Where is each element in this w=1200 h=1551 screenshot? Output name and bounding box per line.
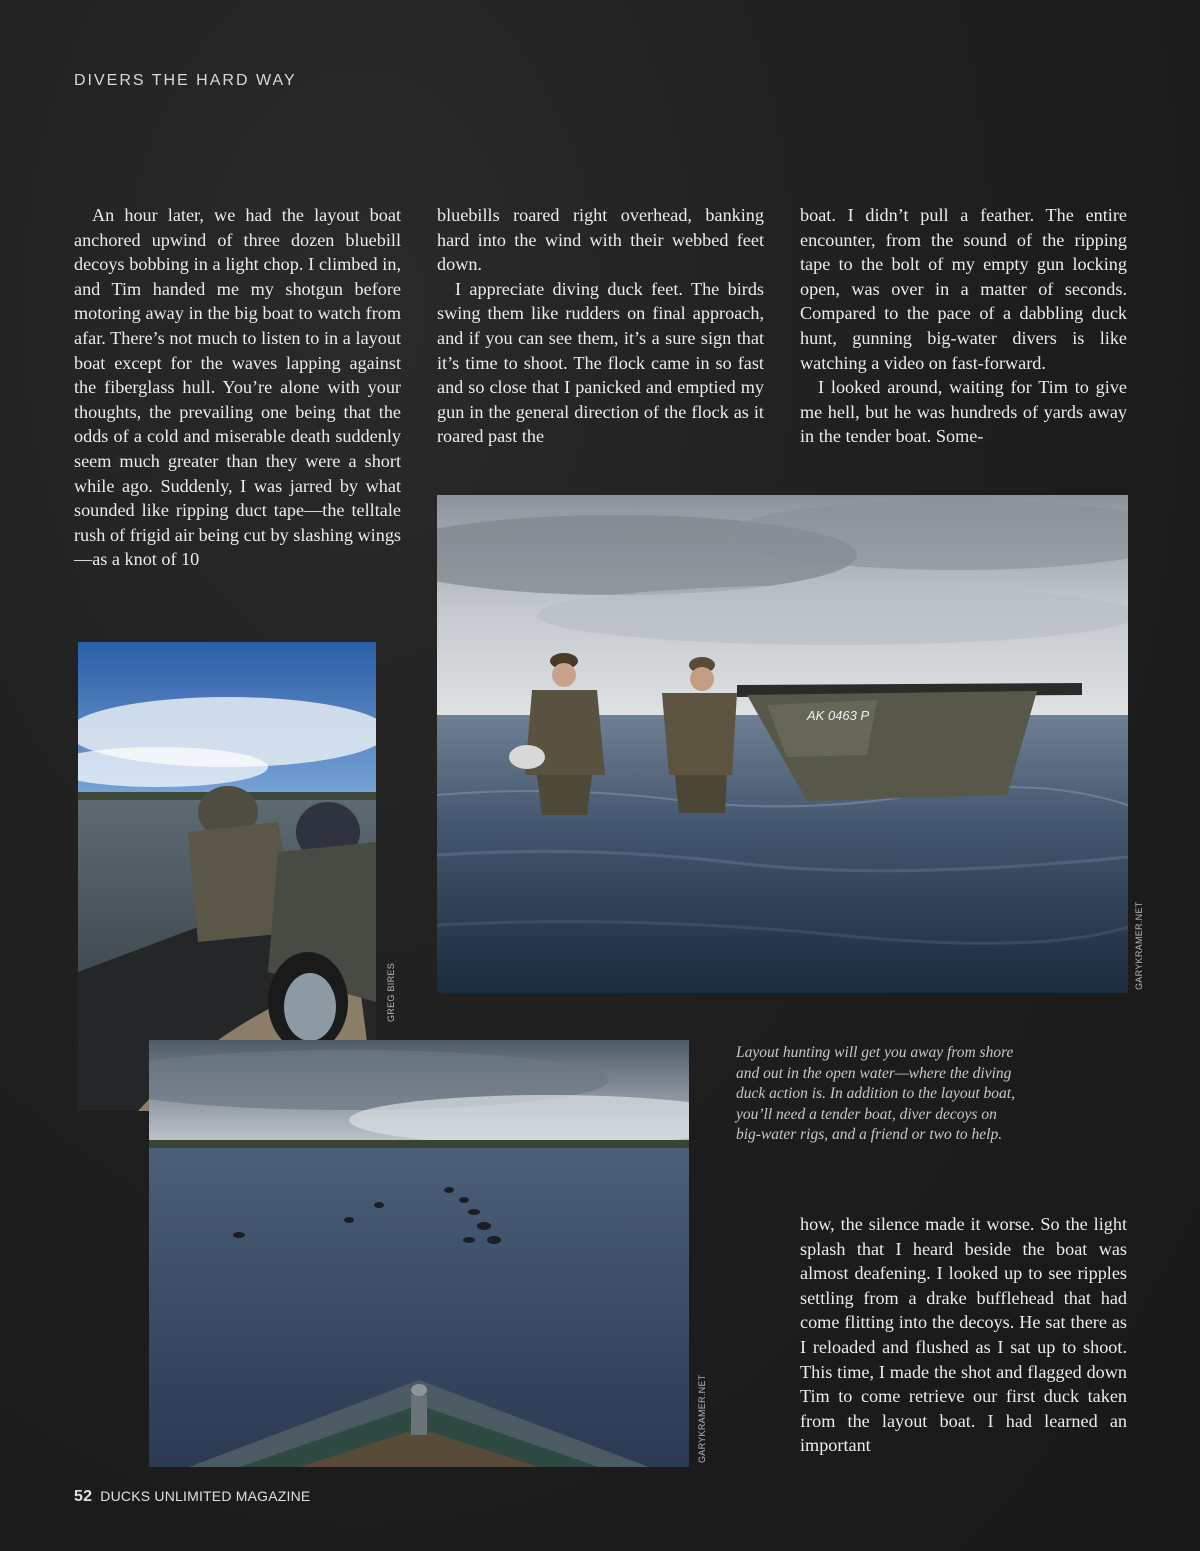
caption-line: you’ll need a tender boat, diver decoys on <box>736 1105 997 1123</box>
paragraph: boat. I didn’t pull a feather. The entire encounter, from the sound of the ripping tape to the bolt of my empty gun locking open, was over in a matter of seconds. Compared to the pace of a dabbling duck hunt, gunning big-water divers is like watching a video on fast-forward. <box>800 205 1127 373</box>
photo-hunters-wading-with-layout-boat <box>437 495 1128 993</box>
caption-line: and out in the open water—where the diving <box>736 1064 1012 1082</box>
photo-credit-main: GARYKRAMER.NET <box>1134 901 1144 990</box>
paragraph: how, the silence made it worse. So the light splash that I heard beside the boat was almost deafening. I looked up to see ripples settling from a drake bufflehead that had come flitting into the decoys. He sat there as I reloaded and flushed as I sat up to shoot. This time, I made the shot and flagged down Tim to come retrieve our first duck taken from the layout boat. I had learned an important <box>800 1214 1127 1456</box>
paragraph: bluebills roared right overhead, banking hard into the wind with their webbed feet down. <box>437 205 764 275</box>
caption-line: big-water rigs, and a friend or two to help. <box>736 1126 1003 1144</box>
photo-credit-left: GREG BIRES <box>386 962 396 1022</box>
article-column-1 <box>74 203 401 572</box>
article-column-4 <box>800 1212 1127 1458</box>
caption-line: duck action is. In addition to the layout boat, <box>736 1085 1015 1103</box>
caption-line: Layout hunting will get you away from shore <box>736 1044 1014 1061</box>
photo-credit-bottom: GARYKRAMER.NET <box>697 1374 707 1463</box>
boat-registration-text: AK 0463 P <box>807 708 870 723</box>
page-number: 52 <box>74 1488 93 1505</box>
magazine-name: DUCKS UNLIMITED MAGAZINE <box>100 1488 311 1504</box>
article-column-2 <box>437 203 764 449</box>
paragraph: I looked around, waiting for Tim to give me hell, but he was hundreds of yards away in the tender boat. Some- <box>800 377 1127 447</box>
photo-caption <box>736 1043 1066 1146</box>
photo-layout-boat-bow-decoy-spread <box>149 1040 689 1467</box>
page-footer <box>74 1488 310 1506</box>
article-column-3 <box>800 203 1127 449</box>
paragraph: An hour later, we had the layout boat anchored upwind of three dozen bluebill decoys bobbing in a light chop. I climbed in, and Tim handed me my shotgun before motoring away in the big boat to watch from afar. There’s not much to listen to in a layout boat except for the waves lapping against the fiberglass hull. You’re alone with your thoughts, the prevailing one being that the odds of a cold and miserable death suddenly seem much greater than they were a short while ago. Suddenly, I was jarred by what sounded like ripping duct tape—the telltale rush of frigid air being cut by slashing wings—as a knot of 10 <box>74 205 401 570</box>
paragraph: I appreciate diving duck feet. The birds swing them like rudders on final approach, and if you can see them, it’s a sure sign that it’s time to shoot. The flock came in so fast and so close that I panicked and emptied my gun in the general direction of the flock as it roared past the <box>437 278 764 447</box>
running-head: DIVERS THE HARD WAY <box>74 72 297 89</box>
